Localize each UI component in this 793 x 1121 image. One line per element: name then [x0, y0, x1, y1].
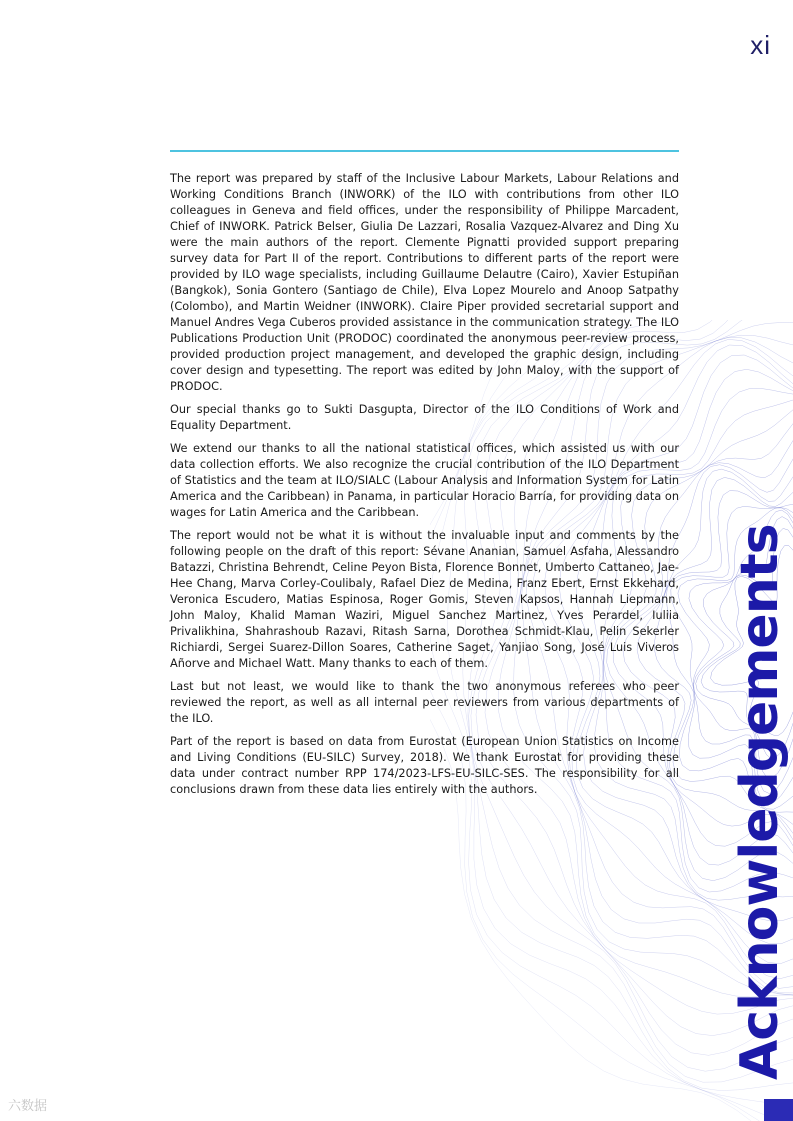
acknowledgements-body: [170, 171, 679, 805]
page-number: xi: [750, 30, 771, 60]
paragraph-referees: Last but not least, we would like to thank the two anonymous referees who peer reviewed the report, as well as all internal peer reviewers from various departments of the ILO.: [170, 680, 679, 725]
paragraph-statistical-offices: We extend our thanks to all the national statistical offices, which assisted us with our data collection efforts. We also recognize the crucial contribution of the ILO Department of Statistics and the team at ILO/SIALC (Labour Analysis and Information System for Latin America and the Caribbean) in Panama, in particular Horacio Barría, for providing data on wages for Latin America and the Caribbean.: [170, 442, 679, 519]
paragraph-eurostat: Part of the report is based on data from Eurostat (European Union Statistics on Income and Living Conditions (EU-SILC) Survey, 2018). We thank Eurostat for providing these data under contract number RPP 174/2023-LFS-EU-SILC-SES. The responsibility for all conclusions drawn from these data lies entirely with the authors.: [170, 735, 679, 796]
paragraph-special-thanks: Our special thanks go to Sukti Dasgupta, Director of the ILO Conditions of Work and Equality Department.: [170, 403, 679, 432]
watermark-logo: 六数据: [8, 1099, 48, 1114]
section-divider: [170, 150, 679, 152]
section-title-vertical: Acknowledgements: [730, 524, 790, 1080]
corner-accent-block: [764, 1099, 793, 1121]
paragraph-report-team: The report was prepared by staff of the Inclusive Labour Markets, Labour Relations and Working Conditions Branch (INWORK) of the ILO with contributions from other ILO colleagues in Geneva and field offices, under the responsibility of Philippe Marcadent, Chief of INWORK. Patrick Belser, Giulia De Lazzari, Rosalia Vazquez-Alvarez and Ding Xu were the main authors of the report. Clemente Pignatti provided support preparing survey data for Part II of the report. Contributions to different parts of the report were provided by ILO wage specialists, including Guillaume Delautre (Cairo), Xavier Estupiñan (Bangkok), Sonia Gontero (Santiago de Chile), Elva Lopez Mourelo and Anoop Satpathy (Colombo), and Martin Weidner (INWORK). Claire Piper provided secretarial support and Manuel Andres Vega Cuberos provided assistance in the communication strategy. The ILO Publications Production Unit (PRODOC) coordinated the anonymous peer-review process, provided production project management, and developed the graphic design, including cover design and typesetting. The report was edited by John Maloy, with the support of PRODOC.: [170, 172, 679, 393]
paragraph-reviewers: The report would not be what it is without the invaluable input and comments by the following people on the draft of this report: Sévane Ananian, Samuel Asfaha, Alessandro Batazzi, Christina Behrendt, Celine Peyon Bista, Florence Bonnet, Umberto Cattaneo, Jae-Hee Chang, Marva Corley-Coulibaly, Rafael Diez de Medina, Franz Ebert, Ernst Ekkehard, Veronica Escudero, Matias Espinosa, Roger Gomis, Steven Kapsos, Hannah Liepmann, John Maloy, Khalid Maman Waziri, Miguel Sanchez Martinez, Yves Perardel, Iuliia Privalikhina, Shahrashoub Razavi, Ritash Sarna, Dorothea Schmidt-Klau, Pelin Sekerler Richiardi, Sergei Suarez-Dillon Soares, Catherine Saget, Yanjiao Song, José Luis Viveros Añorve and Michael Watt. Many thanks to each of them.: [170, 529, 679, 670]
